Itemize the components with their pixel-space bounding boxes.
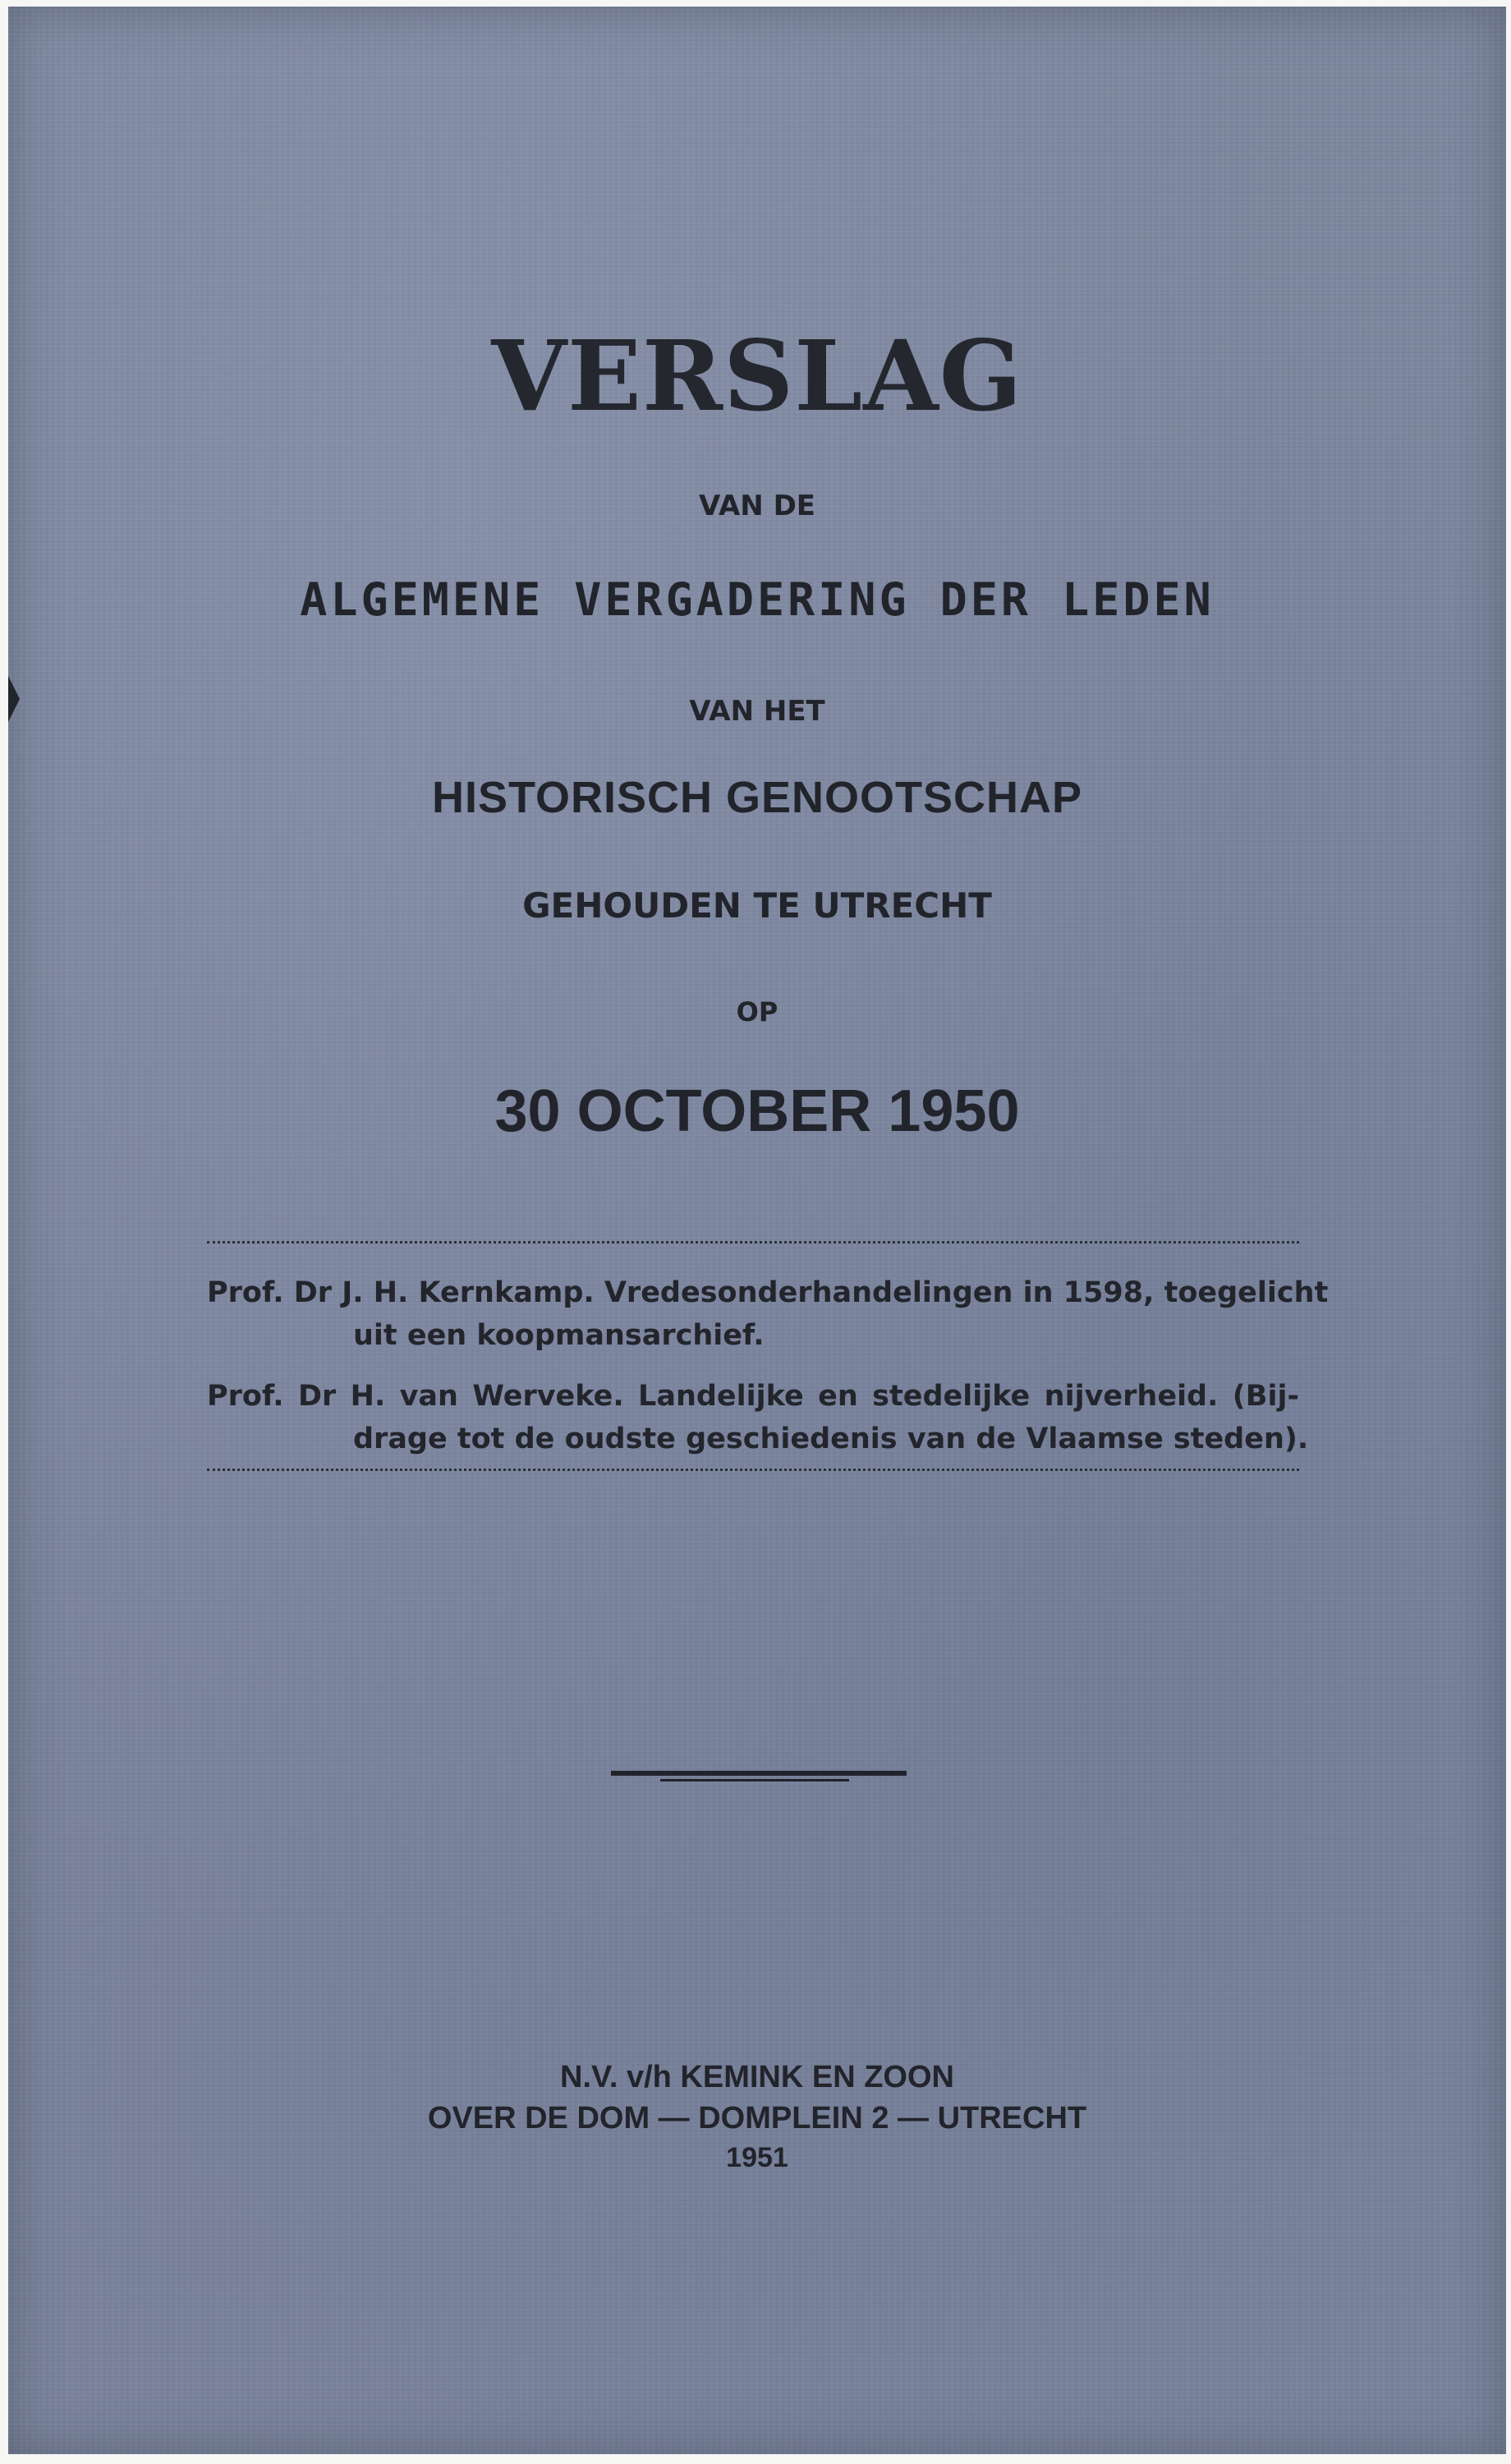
- meeting-location: GEHOUDEN TE UTRECHT: [522, 885, 992, 926]
- meeting-date: 30 OCTOBER 1950: [494, 1078, 1020, 1144]
- publisher-address: OVER DE DOM — DOMPLEIN 2 — UTRECHT: [427, 2101, 1087, 2135]
- dotted-divider-top: [207, 1241, 1299, 1243]
- ornamental-rule: [611, 1771, 907, 1782]
- contents-entry-line: Prof. Dr H. van Werveke. Landelijke en stedelijke nijverheid. (Bij-: [207, 1380, 1299, 1413]
- dotted-divider-bottom: [207, 1469, 1299, 1471]
- contents-entry-line: Prof. Dr J. H. Kernkamp. Vredesonderhandelingen in 1598, toegelicht: [207, 1276, 1329, 1309]
- contents-list: [207, 1271, 1329, 1478]
- ornamental-rule-bar: [660, 1779, 849, 1781]
- society-name: HISTORISCH GENOOTSCHAP: [431, 773, 1083, 822]
- contents-entry-line: uit een koopmansarchief.: [353, 1319, 765, 1352]
- contents-entry-line: drage tot de oudste geschiedenis van de Vlaamse steden).: [353, 1423, 1309, 1455]
- subtitle-van-het: VAN HET: [689, 695, 825, 728]
- publisher-name: N.V. v/h KEMINK EN ZOON: [560, 2060, 954, 2094]
- publication-year: 1951: [726, 2142, 788, 2173]
- subtitle-op: OP: [736, 996, 778, 1027]
- subtitle-van-de: VAN DE: [698, 490, 816, 522]
- contents-entry: [207, 1375, 1309, 1460]
- report-cover: [8, 7, 1506, 2454]
- contents-entry: [207, 1271, 1329, 1357]
- ornamental-rule-bar: [611, 1771, 907, 1776]
- cover-title: VERSLAG: [491, 319, 1023, 433]
- subtitle-meeting: ALGEMENE VERGADERING DER LEDEN: [300, 573, 1215, 626]
